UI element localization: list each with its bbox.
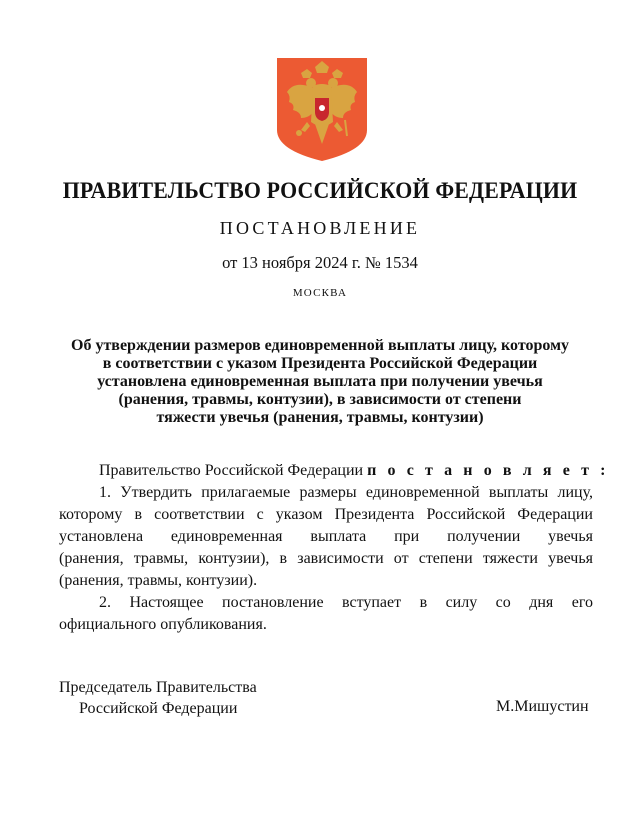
- preamble-text: Правительство Российской Федерации: [99, 462, 364, 479]
- document-body: [59, 460, 610, 636]
- paragraph-2-line: официального опубликования.: [59, 616, 267, 633]
- signer-name: М.Мишустин: [496, 698, 589, 715]
- signer-title-line: Председатель Правительства: [59, 679, 257, 696]
- preamble-line: [59, 460, 610, 482]
- paragraph-1-line: (ранения, травмы, контузии).: [59, 572, 258, 589]
- document-type: ПОСТАНОВЛЕНИЕ: [219, 218, 421, 238]
- subject-line: Об утверждении размеров единовременной выплаты лицу, которому: [71, 337, 569, 354]
- signer-title-line: Российской Федерации: [79, 700, 238, 717]
- document-date-number: от 13 ноября 2024 г. № 1534: [222, 253, 418, 272]
- paragraph-1-line: которому в соответствии с указом Президента Российской Федерации: [59, 506, 593, 523]
- paragraph-2-line: 2. Настоящее постановление вступает в силу со дня его: [99, 594, 593, 611]
- coat-of-arms-graphic: [277, 58, 367, 161]
- paragraph-1-line: 1. Утвердить прилагаемые размеры единовременной выплаты лицу,: [99, 484, 593, 501]
- coat-of-arms-icon: [277, 58, 367, 161]
- subject-line: установлена единовременная выплата при получении увечья: [97, 373, 543, 390]
- paragraph-1-line: (ранения, травмы, контузии), в зависимости от степени тяжести увечья: [59, 550, 593, 567]
- subject-line: тяжести увечья (ранения, травмы, контузии): [156, 409, 484, 426]
- paragraph-1-line: установлена единовременная выплата при получении увечья: [59, 528, 593, 545]
- signer-title: [59, 677, 257, 719]
- subject-line: (ранения, травмы, контузии), в зависимости от степени: [118, 391, 522, 408]
- government-title: ПРАВИТЕЛЬСТВО РОССИЙСКОЙ ФЕДЕРАЦИИ: [62, 178, 578, 204]
- subject-line: в соответствии с указом Президента Российской Федерации: [102, 355, 538, 372]
- document-subject: [40, 337, 600, 427]
- resolves-text: п о с т а н о в л я е т :: [367, 462, 610, 479]
- document-city: МОСКВА: [292, 287, 348, 299]
